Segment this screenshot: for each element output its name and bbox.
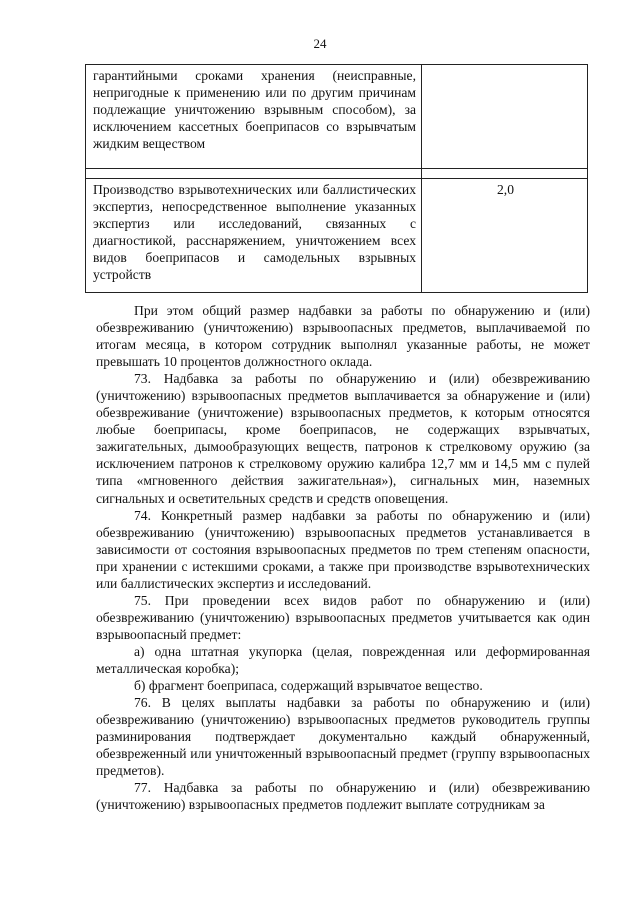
paragraph-clause-75: 75. При проведении всех видов работ по обнаружению и (или) обезвреживанию (уничтожению) взрывоопасных предметов учитывается как один взрывоопасный предмет:	[96, 592, 590, 642]
allowance-table	[85, 64, 588, 293]
table-row	[86, 179, 588, 293]
page-number: 24	[313, 36, 327, 51]
table-cell-value	[422, 65, 588, 169]
paragraph-clause-74: 74. Конкретный размер надбавки за работы по обнаружению и (или) обезвреживанию (уничтожению) взрывоопасных предметов устанавливается в зависимости от состояния взрывоопасных предметов по трем степеням опасности, при хранении с истекшими сроками, а также при производстве взрывотехнических или баллистических экспертиз и исследований.	[96, 507, 590, 591]
paragraph-clause-77: 77. Надбавка за работы по обнаружению и (или) обезвреживанию (уничтожению) взрывоопасных предметов подлежит выплате сотрудникам за	[96, 780, 590, 813]
table-row-separator	[86, 169, 588, 179]
table-cell-value: 2,0	[422, 179, 588, 293]
table-cell-description: Производство взрывотехнических или баллистических экспертиз, непосредственное выполнение указанных экспертиз или исследований, связанных с диагностикой, расснаряжением, уничтожением всех видов боеприпасов и самодельных взрывных устройств	[86, 179, 422, 293]
paragraph-clause-76: 76. В целях выплаты надбавки за работы по обнаружению и (или) обезвреживанию (уничтожению) взрывоопасных предметов руководитель группы разминирования подтверждает документально каждый обнаруженный, обезвреженный или уничтоженный взрывоопасный предмет (группу взрывоопасных предметов).	[96, 695, 590, 779]
paragraph-subitem-a: а) одна штатная укупорка (целая, поврежденная или деформированная металлическая коробка);	[96, 643, 590, 676]
paragraph-subitem-b: б) фрагмент боеприпаса, содержащий взрывчатое вещество.	[134, 678, 483, 694]
paragraph: При этом общий размер надбавки за работы по обнаружению и (или) обезвреживанию (уничтожению) взрывоопасных предметов, выплачиваемой по итогам месяца, в котором сотрудник выполнял указанные работы, не может превышать 10 процентов должностного оклада.	[96, 303, 590, 370]
paragraph-clause-73: 73. Надбавка за работы по обнаружению и (или) обезвреживанию (уничтожению) взрывоопасных предметов выплачивается за обнаружение и (или) обезвреживание (уничтожение) взрывоопасных предметов, к которым относятся любые боеприпасы, кроме боеприпасов, не содержащих взрывчатых, зажигательных, дымообразующих веществ, патронов к стрелковому оружию (за исключением патронов к стрелковому оружию калибра 12,7 мм и 14,5 мм с пулей типа «мгновенного действия зажигательная»), сигнальных мин, наземных сигнальных и осветительных средств и средств оповещения.	[96, 371, 590, 506]
table-cell-description: гарантийными сроками хранения (неисправные, непригодные к применению или по другим причинам подлежащие уничтожению взрывным способом), за исключением кассетных боеприпасов со взрывчатым жидким веществом	[86, 65, 422, 169]
document-body	[96, 302, 590, 813]
table-row	[86, 65, 588, 169]
